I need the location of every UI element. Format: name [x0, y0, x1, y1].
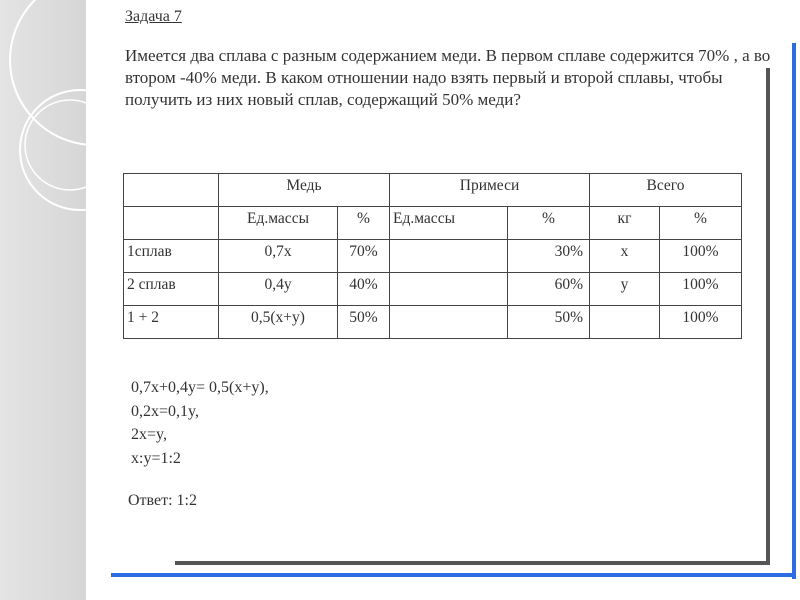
header-total: Всего	[590, 174, 742, 207]
subheader: %	[508, 207, 590, 240]
cell: 1 + 2	[124, 306, 219, 339]
subheader: %	[338, 207, 390, 240]
equation-line: x:y=1:2	[131, 449, 181, 467]
frame-gray-horizontal	[175, 561, 770, 565]
table-subheader-row	[124, 207, 742, 240]
answer: Ответ: 1:2	[128, 492, 197, 509]
solution-table	[123, 173, 742, 339]
cell: 100%	[660, 273, 742, 306]
table-header-row	[124, 174, 742, 207]
equation-line: 2x=y,	[131, 426, 167, 443]
table-row	[124, 240, 742, 273]
cell	[590, 306, 660, 339]
cell: 0,4y	[219, 273, 338, 306]
equation-line: 0,2x=0,1y,	[131, 402, 199, 420]
header-impurities: Примеси	[390, 174, 590, 207]
subheader: Ед.массы	[219, 207, 338, 240]
equations	[131, 376, 269, 470]
circles-decoration-icon	[0, 0, 86, 600]
cell: 50%	[508, 306, 590, 339]
cell: 70%	[338, 240, 390, 273]
subheader: %	[660, 207, 742, 240]
table-row	[124, 273, 742, 306]
cell: 40%	[338, 273, 390, 306]
cell: y	[590, 273, 660, 306]
cell: x	[590, 240, 660, 273]
cell: 100%	[660, 240, 742, 273]
problem-text: Имеется два сплава с разным содержанием меди. В первом сплаве содержится 70% , а во втором -40% меди. В каком отношении надо взять первый и второй сплавы, чтобы получить из них новый сплав, содержащий 50% меди?	[125, 46, 771, 109]
subheader: кг	[590, 207, 660, 240]
frame-blue-vertical	[792, 43, 796, 579]
header-copper: Медь	[219, 174, 390, 207]
cell: 50%	[338, 306, 390, 339]
cell: 1сплав	[124, 240, 219, 273]
decorative-side-panel	[0, 0, 86, 600]
cell: 2 сплав	[124, 273, 219, 306]
cell	[390, 240, 508, 273]
cell: 60%	[508, 273, 590, 306]
task-title: Задача 7	[125, 8, 182, 25]
table-row	[124, 306, 742, 339]
subheader: Ед.массы	[390, 207, 508, 240]
cell: 100%	[660, 306, 742, 339]
cell: 30%	[508, 240, 590, 273]
frame-blue-horizontal	[111, 573, 796, 577]
cell: 0,5(x+y)	[219, 306, 338, 339]
cell: 0,7x	[219, 240, 338, 273]
equation-line: 0,7x+0,4y= 0,5(x+y),	[131, 379, 269, 396]
cell	[390, 306, 508, 339]
frame-gray-vertical	[766, 68, 770, 565]
cell	[390, 273, 508, 306]
